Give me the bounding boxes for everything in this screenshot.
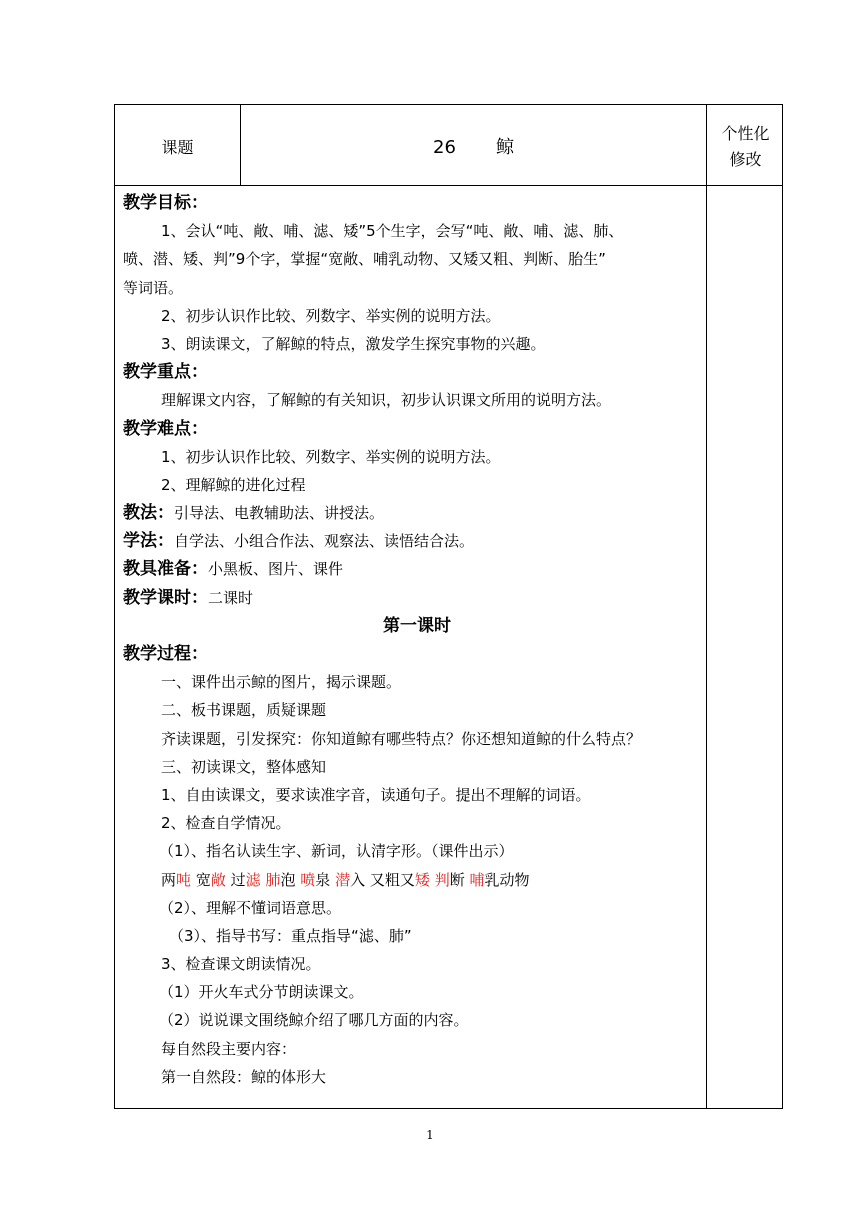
highlight-char: 判 — [434, 870, 450, 889]
difficulty-2: 2、理解鲸的进化过程 — [161, 475, 306, 494]
process-step-9: （3）、指导书写：重点指导“滤、肺” — [169, 926, 412, 945]
highlight-char: 喷 — [300, 870, 316, 889]
highlight-char: 矮 — [414, 870, 430, 889]
highlight-char: 敞 — [210, 870, 226, 889]
objective-3: 3、朗读课文，了解鲸的特点，激发学生探究事物的兴趣。 — [161, 334, 546, 353]
page-number: 1 — [426, 1128, 434, 1142]
word-part: 断 — [449, 870, 465, 889]
process-step-6: 2、检查自学情况。 — [161, 814, 291, 833]
teaching-method — [123, 499, 711, 527]
highlight-char: 哺 — [469, 870, 485, 889]
process-step-14: 第一自然段：鲸的体形大 — [161, 1067, 327, 1086]
section-title-objectives: 教学目标： — [123, 193, 208, 213]
lesson-number: 26 — [433, 137, 456, 158]
highlight-char: 吨 — [176, 870, 192, 889]
lesson-title — [241, 133, 706, 159]
word-part: 乳动物 — [484, 870, 530, 889]
highlight-char: 潜 — [335, 870, 351, 889]
highlight-char: 肺 — [265, 870, 281, 889]
key-point-1: 理解课文内容，了解鲸的有关知识，初步认识课文所用的说明方法。 — [161, 391, 612, 410]
word-part: 两 — [161, 870, 177, 889]
teaching-method-text: 引导法、电教辅助法、讲授法。 — [174, 504, 385, 523]
objective-1c: 等词语。 — [123, 278, 184, 297]
objective-2: 2、初步认识作比较、列数字、举实例的说明方法。 — [161, 306, 501, 325]
section-title-process: 教学过程： — [123, 644, 208, 664]
word-part: 入 — [350, 870, 366, 889]
lesson-name: 鲸 — [495, 137, 514, 158]
process-step-3: 齐读课题，引发探究：你知道鲸有哪些特点？你还想知道鲸的什么特点？ — [161, 729, 642, 748]
teaching-tools-text: 小黑板、图片、课件 — [208, 560, 344, 579]
study-method — [123, 527, 711, 555]
section-title-difficulties: 教学难点： — [123, 418, 208, 439]
teaching-method-label: 教法： — [123, 503, 174, 524]
process-step-5: 1、自由读课文，要求读准字音，读通句子。提出不理解的词语。 — [161, 785, 591, 804]
highlight-char: 滤 — [245, 870, 261, 889]
process-step-7: （1）、指名认读生字、新词，认清字形。（课件出示） — [159, 842, 514, 861]
teaching-tools — [123, 555, 711, 583]
word-part: 宽 — [195, 870, 211, 889]
study-method-text: 自学法、小组合作法、观察法、读悟结合法。 — [174, 532, 475, 551]
process-step-8: （2）、理解不懂词语意思。 — [159, 898, 342, 917]
lesson-content — [123, 189, 711, 1091]
side-header-line1: 个性化 — [721, 124, 770, 143]
class-hours-text: 二课时 — [208, 588, 254, 607]
objective-1a: 1、会认“吨、敞、哺、滤、矮”5个生字，会写“吨、敞、哺、滤、肺、 — [161, 222, 624, 241]
personalized-edit-header — [707, 121, 784, 173]
lesson-plan-table — [114, 104, 783, 1109]
process-step-1: 一、课件出示鲸的图片，揭示课题。 — [161, 673, 402, 692]
first-lesson-heading: 第一课时 — [383, 615, 451, 636]
process-step-12: （2）说说课文围绕鲸介绍了哪几方面的内容。 — [159, 1011, 469, 1030]
process-step-13: 每自然段主要内容： — [161, 1039, 297, 1058]
word-part: 过 — [230, 870, 246, 889]
word-part: 泉 — [315, 870, 331, 889]
class-hours-label: 教学课时： — [123, 587, 208, 608]
process-step-11: （1）开火车式分节朗读课文。 — [159, 983, 364, 1002]
vocabulary-line — [123, 866, 711, 894]
teaching-tools-label: 教具准备： — [123, 559, 208, 580]
word-part: 泡 — [280, 870, 296, 889]
class-hours — [123, 584, 711, 612]
process-step-2: 二、板书课题，质疑课题 — [161, 701, 327, 720]
section-title-key-points: 教学重点： — [123, 362, 208, 383]
study-method-label: 学法： — [123, 531, 174, 552]
objective-1b: 喷、潜、矮、判”9个字，掌握“宽敞、哺乳动物、又矮又粗、判断、胎生” — [123, 250, 606, 269]
difficulty-1: 1、初步认识作比较、列数字、举实例的说明方法。 — [161, 447, 501, 466]
word-part: 又粗又 — [369, 870, 415, 889]
process-step-10: 3、检查课文朗读情况。 — [161, 955, 321, 974]
process-step-4: 三、初读课文，整体感知 — [161, 757, 327, 776]
topic-label: 课题 — [161, 138, 194, 157]
side-header-line2: 修改 — [729, 150, 762, 169]
